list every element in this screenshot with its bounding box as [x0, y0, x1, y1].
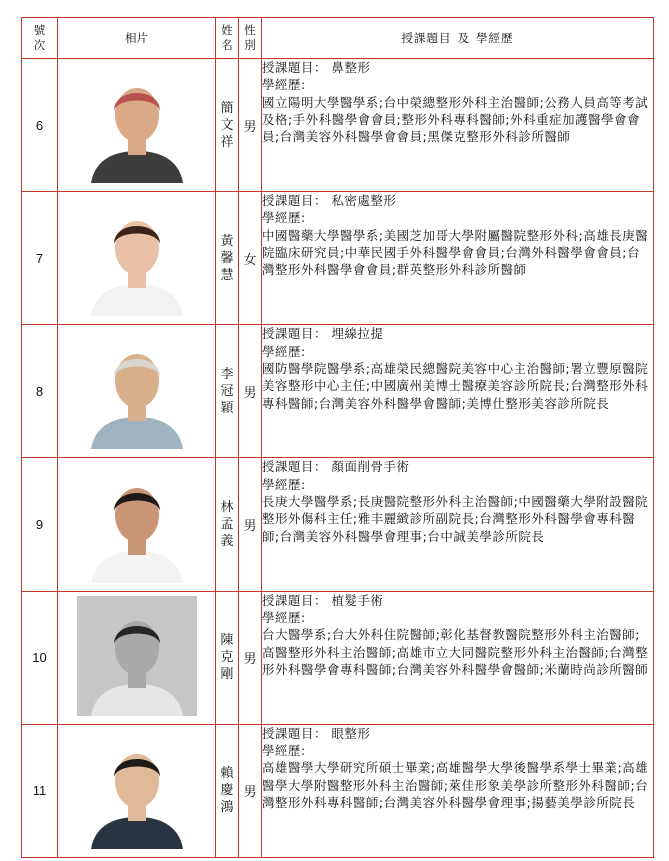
edu-label: 學經歷: — [262, 743, 306, 759]
header-and: 及 — [457, 31, 470, 45]
header-number: 號 次 — [22, 18, 58, 59]
doctor-gender: 男 — [239, 724, 262, 857]
topic-line — [262, 59, 653, 76]
topic-value: 眼整形 — [331, 725, 371, 741]
edu-label: 學經歷: — [262, 609, 306, 625]
header-name: 姓 名 — [216, 18, 239, 59]
topic-prefix: 授課題目： — [262, 725, 327, 741]
topic-education-cell — [262, 724, 654, 857]
edu-label: 學經歷: — [262, 476, 306, 492]
doctor-roster-table — [21, 17, 654, 858]
doctor-name: 簡 文 祥 — [216, 59, 239, 192]
doctor-photo — [77, 729, 197, 849]
edu-value: 長庚大學醫學系;長庚醫院整形外科主治醫師;中國醫藥大學附設醫院整形外傷科主任;雅丰麗緻診所副院長;台灣整形外科醫學會專科醫師;台灣美容外科醫學會理事;台中誠美學診所院長 — [262, 494, 649, 544]
row-number: 6 — [22, 59, 58, 192]
row-number: 8 — [22, 325, 58, 458]
header-topic-education — [262, 18, 654, 59]
photo-cell — [58, 325, 216, 458]
topic-line — [262, 325, 653, 342]
header-photo: 相片 — [58, 18, 216, 59]
row-number: 7 — [22, 192, 58, 325]
doctor-name: 黃 馨 慧 — [216, 192, 239, 325]
doctor-gender: 男 — [239, 458, 262, 591]
doctor-photo — [77, 63, 197, 183]
doctor-gender: 男 — [239, 591, 262, 724]
edu-value: 台大醫學系;台大外科住院醫師;彰化基督教醫院整形外科主治醫師;高醫整形外科主治醫師;高雄市立大同醫院整形外科主治醫師;台灣整形外科醫學會專科醫師;台灣美容外科醫學會醫師;米蘭時尚診所醫師 — [262, 627, 649, 677]
table-row — [22, 325, 654, 458]
header-topic: 授課題目 — [401, 31, 452, 45]
topic-value: 私密處整形 — [331, 193, 397, 209]
topic-value: 植髮手術 — [331, 592, 384, 608]
topic-prefix: 授課題目： — [262, 60, 327, 75]
edu-label: 學經歷: — [262, 77, 306, 93]
edu-value: 國立陽明大學醫學系;台中榮總整形外科主治醫師;公務人員高等考試及格;手外科醫學會會員;整形外科專科醫師;外科重症加護醫學會會員;台灣美容外科醫學會會員;黑傑克整形外科診所醫師 — [262, 94, 649, 145]
edu-value: 中國醫藥大學醫學系;美國芝加哥大學附屬醫院整形外科;高雄長庚醫院臨床研究員;中華民國手外科醫學會會員;台灣外科醫學會會員;台灣整形外科醫學會會員;群英整形外科診所醫師 — [262, 227, 649, 278]
topic-line — [262, 458, 653, 475]
photo-cell — [58, 59, 216, 192]
row-number: 10 — [22, 591, 58, 724]
header-edu: 學經歷 — [476, 31, 514, 45]
table-row — [22, 192, 654, 325]
photo-cell — [58, 192, 216, 325]
topic-line — [262, 725, 653, 742]
edu-label: 學經歷: — [262, 343, 306, 359]
table-row — [22, 458, 654, 591]
topic-line — [262, 592, 653, 609]
photo-cell — [58, 724, 216, 857]
topic-education-cell — [262, 192, 654, 325]
doctor-photo — [77, 196, 197, 316]
doctor-name: 李 冠 穎 — [216, 325, 239, 458]
topic-education-cell — [262, 591, 654, 724]
doctor-gender: 男 — [239, 325, 262, 458]
row-number: 9 — [22, 458, 58, 591]
topic-education-cell — [262, 59, 654, 192]
doctor-photo — [77, 463, 197, 583]
doctor-gender: 男 — [239, 59, 262, 192]
topic-value: 埋線拉提 — [331, 326, 384, 342]
topic-prefix: 授課題目： — [262, 592, 327, 608]
doctor-photo — [77, 329, 197, 449]
topic-value: 顏面削骨手術 — [331, 459, 410, 475]
table-row — [22, 724, 654, 857]
doctor-name: 林 孟 義 — [216, 458, 239, 591]
topic-value: 鼻整形 — [331, 60, 371, 75]
topic-education-cell — [262, 325, 654, 458]
table-row — [22, 591, 654, 724]
photo-cell — [58, 591, 216, 724]
topic-prefix: 授課題目： — [262, 193, 327, 209]
doctor-name: 陳 克 剛 — [216, 591, 239, 724]
topic-education-cell — [262, 458, 654, 591]
header-gender: 性 別 — [239, 18, 262, 59]
photo-cell — [58, 458, 216, 591]
edu-value: 高雄醫學大學研究所碩士畢業;高雄醫學大學後醫學系學士畢業;高雄醫學大學附醫整形外科主治醫師;萊佳形象美學診所整形外科醫師;台灣整形外科專科醫師;台灣美容外科醫學會理事;揚藝美學診所院長 — [262, 760, 649, 810]
doctor-gender: 女 — [239, 192, 262, 325]
row-number: 11 — [22, 724, 58, 857]
doctor-name: 賴 慶 鴻 — [216, 724, 239, 857]
edu-label: 學經歷: — [262, 210, 306, 226]
topic-prefix: 授課題目： — [262, 326, 327, 342]
topic-line — [262, 192, 653, 209]
doctor-photo — [77, 596, 197, 716]
edu-value: 國防醫學院醫學系;高雄榮民總醫院美容中心主治醫師;署立豐原醫院美容整形中心主任;中國廣州美博士醫療美容診所院長;台灣整形外科專科醫師;台灣美容外科醫學會醫師;美博仕整形美容診所院長 — [262, 360, 649, 411]
topic-prefix: 授課題目： — [262, 459, 327, 475]
table-row — [22, 59, 654, 192]
header-row — [22, 18, 654, 59]
